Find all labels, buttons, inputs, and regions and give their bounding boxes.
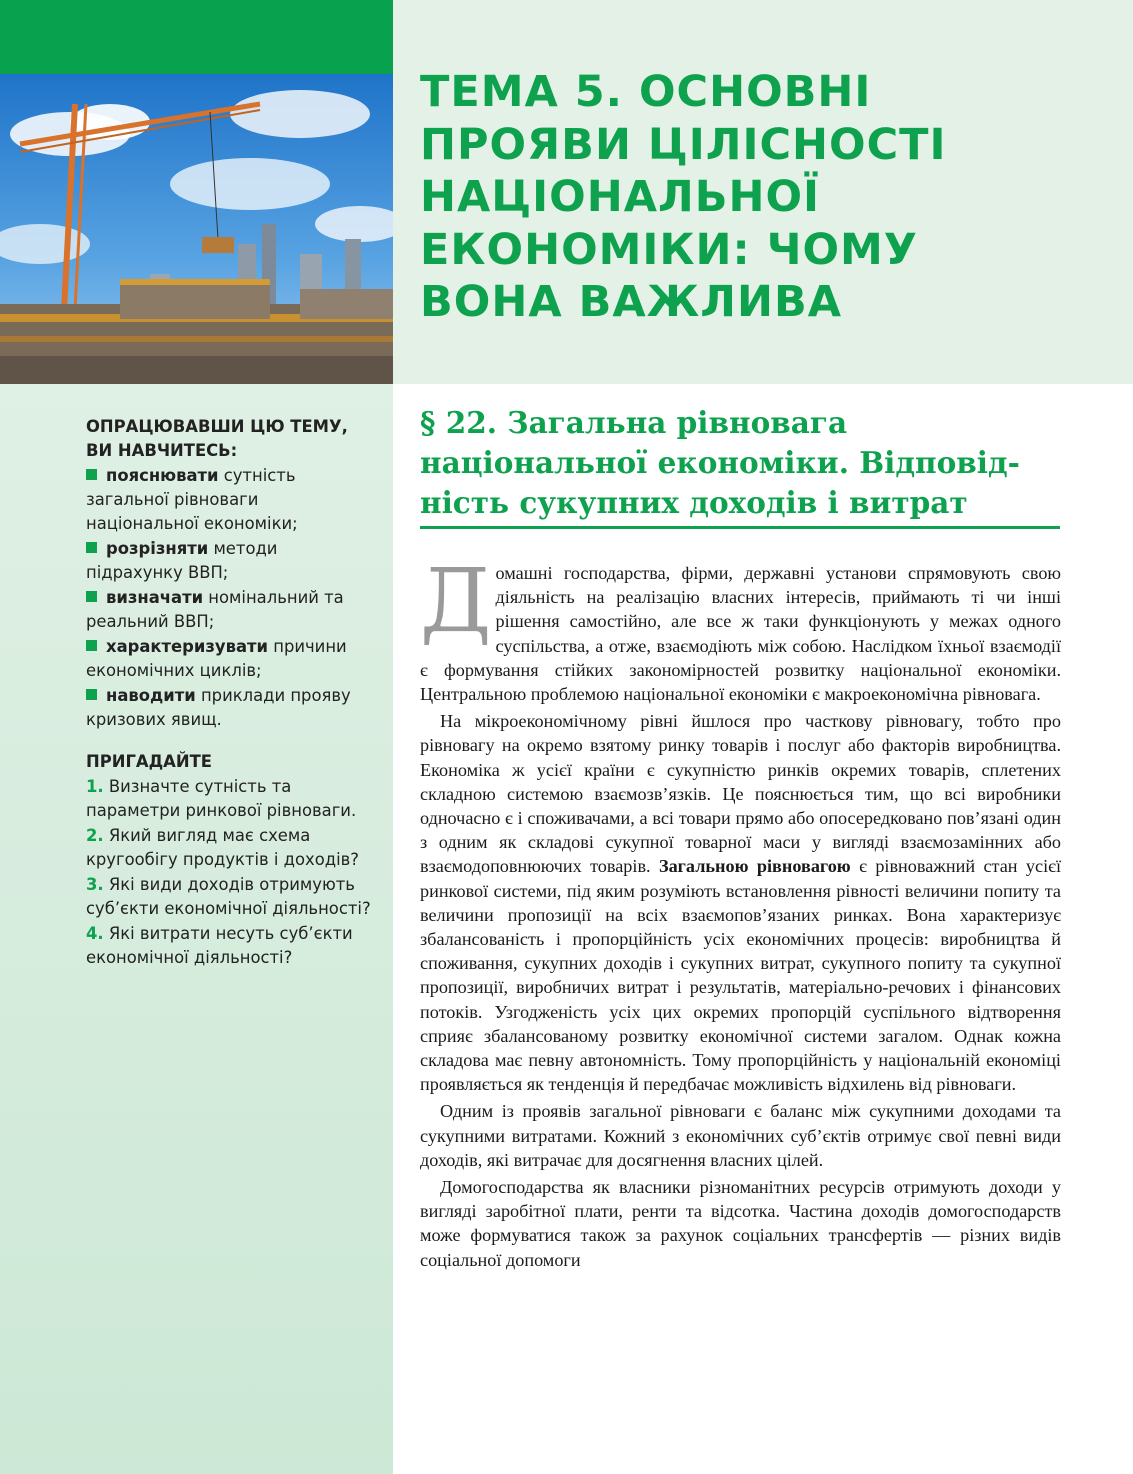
topic-title-line: ТЕМА 5. ОСНОВНІ (420, 67, 872, 117)
paragraph: Домашні господарства, фірми, державні установи спрямовують свою діяльність на реалізацію власних інтересів, приймають ті чи інші рішення самостійно, але все ж таки функціонують у межах одного суспільства, а отже, взаємодіють між собою. Наслідком їхньої взаємодії є формування стійких закономірностей розвитку національної економіки. Центральною проблемою національної економіки є макроекономічна рівновага. (420, 549, 1061, 705)
learning-goal-item: пояснювати сутність загальної рівноваги національної економіки; (86, 466, 298, 533)
learning-goal-item: характеризувати причини економічних циклів; (86, 637, 347, 680)
paragraph: Домогосподарства як власники різноманітних ресурсів отримують доходи у вигляді заробітної плати, ренти та відсотка. Частина доходів домогосподарств може формуватися також за рахунок соціальних трансфертів — різних видів соціальної допомоги (420, 1177, 1061, 1270)
learning-goal-item: визначати номінальний та реальний ВВП; (86, 588, 344, 631)
paragraph: Одним із проявів загальної рівноваги є баланс між сукупними доходами та сукупними витратами. Кожний з економічних суб’єктів отримує свої певні види доходів, які витрачає для досягнення власних цілей. (420, 1101, 1061, 1170)
remember-item: 2. Який вигляд має схема кругообігу продуктів і доходів? (86, 826, 360, 869)
learning-goals (86, 415, 371, 732)
learning-goal-item: розрізняти методи підрахунку ВВП; (86, 539, 278, 582)
body-text (420, 549, 1061, 1272)
remember-item: 1. Визначте сутність та параметри ринкової рівноваги. (86, 777, 357, 820)
learning-goals-heading: ОПРАЦЮВАВШИ ЦЮ ТЕМУ, ВИ НАВЧИТЕСЬ: (86, 417, 348, 460)
remember-heading: ПРИГАДАЙТЕ (86, 752, 212, 771)
topic-title (420, 66, 1110, 329)
section-title-line: ність сукупних доходів і витрат (420, 485, 968, 520)
section-title (420, 403, 1070, 523)
construction-site-photo (0, 74, 393, 384)
topic-title-line: ВОНА ВАЖЛИВА (420, 277, 843, 327)
square-bullet-icon (86, 542, 97, 553)
remember-item: 4. Які витрати несуть суб’єкти економічної діяльності? (86, 924, 353, 967)
green-corner-bar (0, 0, 393, 74)
topic-title-line: НАЦІОНАЛЬНОЇ (420, 172, 821, 222)
section-title-line: національної економіки. Відповід- (420, 445, 1020, 480)
square-bullet-icon (86, 591, 97, 602)
paragraph: На мікроекономічному рівні йшлося про часткову рівновагу, тобто про рівновагу на окремо взятому ринку товарів і послуг або факторів виробництва. Економіка ж усієї країни є сукупністю ринків окремих товарів, сплетених складною системою взаємозв’язків. Це пояснюється тим, що всі виробники одночасно є і споживачами, а всі товари прямо або опосередковано пов’язані один з одним як складові сукупної товарної маси у вигляді взаємозамінних або взаємодоповнюючих товарів. Загальною рівновагою є рівноважний стан усієї ринкової системи, під яким розуміють встановлення рівності величини попиту та величини пропозиції на всіх взаємопов’язаних ринках. Вона характеризує збалансованість і пропорційність усіх економічних процесів: виробництва й споживання, сукупних доходів і сукупних витрат, сукупного попиту та сукупної пропозиції, виробничих витрат і результатів, матеріально-речових і фінансових потоків. Узгодженість усіх цих окремих пропорцій суспільного відтворення сприяє збалансованому розвитку економічної системи загалом. Однак кожна складова має певну автономність. Тому пропорційність у національній економіці проявляється як тенденція й передбачає можливість відхилень від рівноваги. (420, 711, 1061, 1095)
square-bullet-icon (86, 640, 97, 651)
learning-goal-item: наводити приклади прояву кризових явищ. (86, 686, 351, 729)
section-title-rule (420, 526, 1060, 529)
drop-cap: Д (420, 549, 492, 652)
square-bullet-icon (86, 689, 97, 700)
topic-title-line: ПРОЯВИ ЦІЛІСНОСТІ (420, 119, 947, 170)
remember-item: 3. Які види доходів отримують суб’єкти економічної діяльності? (86, 875, 371, 918)
square-bullet-icon (86, 469, 97, 480)
topic-title-line: ЕКОНОМІКИ: ЧОМУ (420, 224, 918, 275)
remember-section (86, 750, 371, 970)
section-title-line: § 22. Загальна рівновага (420, 405, 848, 440)
term-general-equilibrium: Загальною рівновагою (658, 856, 851, 877)
